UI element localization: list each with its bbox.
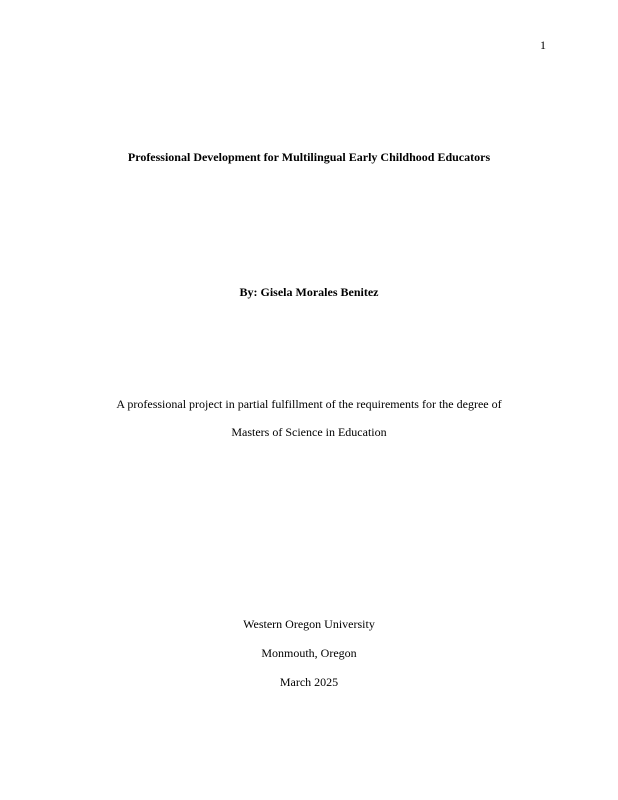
document-title: Professional Development for Multilingual Early Childhood Educators [127,150,491,164]
degree-statement-line-2: Masters of Science in Education [231,425,387,439]
author-line: By: Gisela Morales Benitez [239,285,379,299]
submission-date: March 2025 [279,675,339,689]
institution-name: Western Oregon University [243,617,375,631]
institution-location: Monmouth, Oregon [261,646,357,660]
degree-statement-line-1: A professional project in partial fulfillment of the requirements for the degree of [116,397,502,411]
page-number: 1 [540,38,546,52]
